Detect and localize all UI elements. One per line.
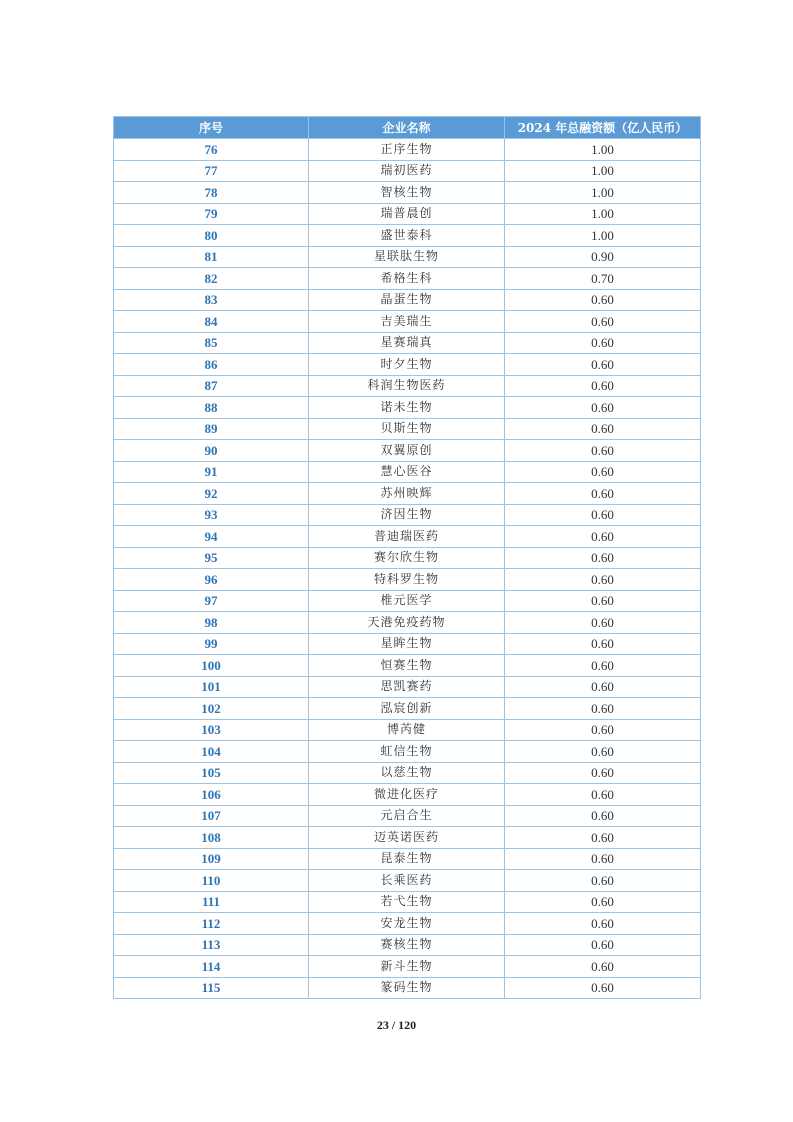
cell-company: 盛世泰科 [309, 225, 505, 247]
cell-seq: 99 [114, 633, 309, 655]
cell-company: 苏州映辉 [309, 483, 505, 505]
table-row [114, 375, 701, 397]
cell-amount: 0.60 [505, 633, 701, 655]
cell-company: 赛核生物 [309, 934, 505, 956]
cell-company: 恒赛生物 [309, 655, 505, 677]
cell-seq: 115 [114, 977, 309, 999]
cell-seq: 109 [114, 848, 309, 870]
cell-company: 椎元医学 [309, 590, 505, 612]
cell-company: 星联肽生物 [309, 246, 505, 268]
cell-company: 智核生物 [309, 182, 505, 204]
cell-seq: 96 [114, 569, 309, 591]
cell-company: 瑞普晨创 [309, 203, 505, 225]
cell-seq: 82 [114, 268, 309, 290]
header-seq: 序号 [114, 117, 309, 139]
cell-company: 思凯赛药 [309, 676, 505, 698]
cell-amount: 0.60 [505, 870, 701, 892]
cell-seq: 106 [114, 784, 309, 806]
cell-seq: 76 [114, 139, 309, 161]
table-row [114, 504, 701, 526]
cell-seq: 104 [114, 741, 309, 763]
cell-amount: 0.60 [505, 418, 701, 440]
cell-amount: 0.60 [505, 848, 701, 870]
cell-amount: 0.60 [505, 311, 701, 333]
table-row [114, 225, 701, 247]
table-row [114, 203, 701, 225]
table-row [114, 676, 701, 698]
cell-company: 昆泰生物 [309, 848, 505, 870]
table-row [114, 655, 701, 677]
cell-seq: 80 [114, 225, 309, 247]
cell-amount: 0.60 [505, 655, 701, 677]
cell-seq: 87 [114, 375, 309, 397]
cell-company: 普迪瑞医药 [309, 526, 505, 548]
cell-seq: 107 [114, 805, 309, 827]
page-number: 23 / 120 [376, 1018, 417, 1032]
cell-amount: 0.60 [505, 483, 701, 505]
cell-amount: 0.60 [505, 805, 701, 827]
cell-amount: 0.60 [505, 913, 701, 935]
cell-seq: 93 [114, 504, 309, 526]
table-body [114, 139, 701, 999]
cell-seq: 94 [114, 526, 309, 548]
table-row [114, 590, 701, 612]
cell-amount: 0.60 [505, 612, 701, 634]
cell-amount: 0.60 [505, 526, 701, 548]
cell-company: 虹信生物 [309, 741, 505, 763]
table-row [114, 139, 701, 161]
cell-amount: 0.60 [505, 719, 701, 741]
table-row [114, 268, 701, 290]
table-row [114, 934, 701, 956]
table-row [114, 418, 701, 440]
table-row [114, 461, 701, 483]
cell-amount: 0.60 [505, 762, 701, 784]
table-row [114, 354, 701, 376]
cell-company: 贝斯生物 [309, 418, 505, 440]
cell-seq: 83 [114, 289, 309, 311]
cell-company: 元启合生 [309, 805, 505, 827]
table-row [114, 977, 701, 999]
cell-amount: 0.60 [505, 354, 701, 376]
cell-company: 时夕生物 [309, 354, 505, 376]
cell-company: 双翼原创 [309, 440, 505, 462]
cell-seq: 111 [114, 891, 309, 913]
funding-table [113, 116, 701, 999]
table-row [114, 891, 701, 913]
table-row [114, 848, 701, 870]
table-row [114, 805, 701, 827]
cell-amount: 0.60 [505, 289, 701, 311]
cell-amount: 0.60 [505, 590, 701, 612]
cell-seq: 79 [114, 203, 309, 225]
cell-seq: 85 [114, 332, 309, 354]
cell-company: 以慈生物 [309, 762, 505, 784]
cell-seq: 113 [114, 934, 309, 956]
cell-seq: 91 [114, 461, 309, 483]
cell-company: 长乘医药 [309, 870, 505, 892]
cell-amount: 1.00 [505, 160, 701, 182]
header-company: 企业名称 [309, 117, 505, 139]
table-row [114, 784, 701, 806]
table-row [114, 397, 701, 419]
cell-company: 微进化医疗 [309, 784, 505, 806]
cell-company: 泓宸创新 [309, 698, 505, 720]
cell-seq: 90 [114, 440, 309, 462]
table-row [114, 483, 701, 505]
cell-seq: 89 [114, 418, 309, 440]
table-row [114, 870, 701, 892]
cell-seq: 84 [114, 311, 309, 333]
cell-amount: 0.60 [505, 504, 701, 526]
cell-company: 吉美瑞生 [309, 311, 505, 333]
table-row [114, 526, 701, 548]
cell-company: 篆码生物 [309, 977, 505, 999]
cell-company: 天港免疫药物 [309, 612, 505, 634]
cell-amount: 0.70 [505, 268, 701, 290]
cell-amount: 0.60 [505, 569, 701, 591]
cell-company: 希格生科 [309, 268, 505, 290]
cell-amount: 0.60 [505, 547, 701, 569]
cell-amount: 0.60 [505, 741, 701, 763]
cell-amount: 0.60 [505, 784, 701, 806]
cell-company: 若弋生物 [309, 891, 505, 913]
cell-company: 瑞初医药 [309, 160, 505, 182]
table-row [114, 440, 701, 462]
cell-amount: 0.60 [505, 977, 701, 999]
cell-amount: 1.00 [505, 225, 701, 247]
cell-amount: 0.60 [505, 397, 701, 419]
cell-seq: 100 [114, 655, 309, 677]
cell-company: 慧心医谷 [309, 461, 505, 483]
cell-amount: 0.90 [505, 246, 701, 268]
cell-amount: 0.60 [505, 375, 701, 397]
table-row [114, 612, 701, 634]
cell-seq: 101 [114, 676, 309, 698]
cell-company: 赛尔欣生物 [309, 547, 505, 569]
cell-company: 新斗生物 [309, 956, 505, 978]
table-row [114, 633, 701, 655]
cell-seq: 88 [114, 397, 309, 419]
cell-amount: 0.60 [505, 934, 701, 956]
cell-amount: 0.60 [505, 332, 701, 354]
cell-seq: 92 [114, 483, 309, 505]
table-row [114, 913, 701, 935]
table-row [114, 569, 701, 591]
table-row [114, 289, 701, 311]
cell-seq: 114 [114, 956, 309, 978]
cell-company: 博芮健 [309, 719, 505, 741]
cell-company: 星赛瑞真 [309, 332, 505, 354]
cell-amount: 1.00 [505, 203, 701, 225]
cell-company: 诺未生物 [309, 397, 505, 419]
cell-seq: 108 [114, 827, 309, 849]
cell-company: 晶蛋生物 [309, 289, 505, 311]
table-row [114, 741, 701, 763]
cell-seq: 105 [114, 762, 309, 784]
table-row [114, 246, 701, 268]
header-row [114, 117, 701, 139]
cell-company: 科润生物医药 [309, 375, 505, 397]
table-row [114, 311, 701, 333]
table-row [114, 762, 701, 784]
cell-seq: 102 [114, 698, 309, 720]
cell-company: 安龙生物 [309, 913, 505, 935]
cell-amount: 0.60 [505, 461, 701, 483]
cell-seq: 112 [114, 913, 309, 935]
cell-company: 济因生物 [309, 504, 505, 526]
table-row [114, 698, 701, 720]
cell-amount: 1.00 [505, 182, 701, 204]
cell-seq: 98 [114, 612, 309, 634]
cell-company: 正序生物 [309, 139, 505, 161]
table-row [114, 332, 701, 354]
cell-seq: 97 [114, 590, 309, 612]
cell-amount: 0.60 [505, 827, 701, 849]
cell-company: 迈英诺医药 [309, 827, 505, 849]
cell-amount: 1.00 [505, 139, 701, 161]
cell-seq: 77 [114, 160, 309, 182]
cell-amount: 0.60 [505, 676, 701, 698]
cell-company: 星眸生物 [309, 633, 505, 655]
cell-seq: 95 [114, 547, 309, 569]
table-row [114, 719, 701, 741]
table-row [114, 956, 701, 978]
cell-amount: 0.60 [505, 440, 701, 462]
cell-seq: 103 [114, 719, 309, 741]
cell-seq: 81 [114, 246, 309, 268]
cell-amount: 0.60 [505, 956, 701, 978]
table-row [114, 547, 701, 569]
table-row [114, 827, 701, 849]
cell-amount: 0.60 [505, 891, 701, 913]
table-header [114, 117, 701, 139]
cell-company: 特科罗生物 [309, 569, 505, 591]
header-amount: 2024 年总融资额（亿人民币） [505, 117, 701, 139]
table-row [114, 182, 701, 204]
cell-seq: 78 [114, 182, 309, 204]
cell-seq: 86 [114, 354, 309, 376]
cell-seq: 110 [114, 870, 309, 892]
table-row [114, 160, 701, 182]
cell-amount: 0.60 [505, 698, 701, 720]
